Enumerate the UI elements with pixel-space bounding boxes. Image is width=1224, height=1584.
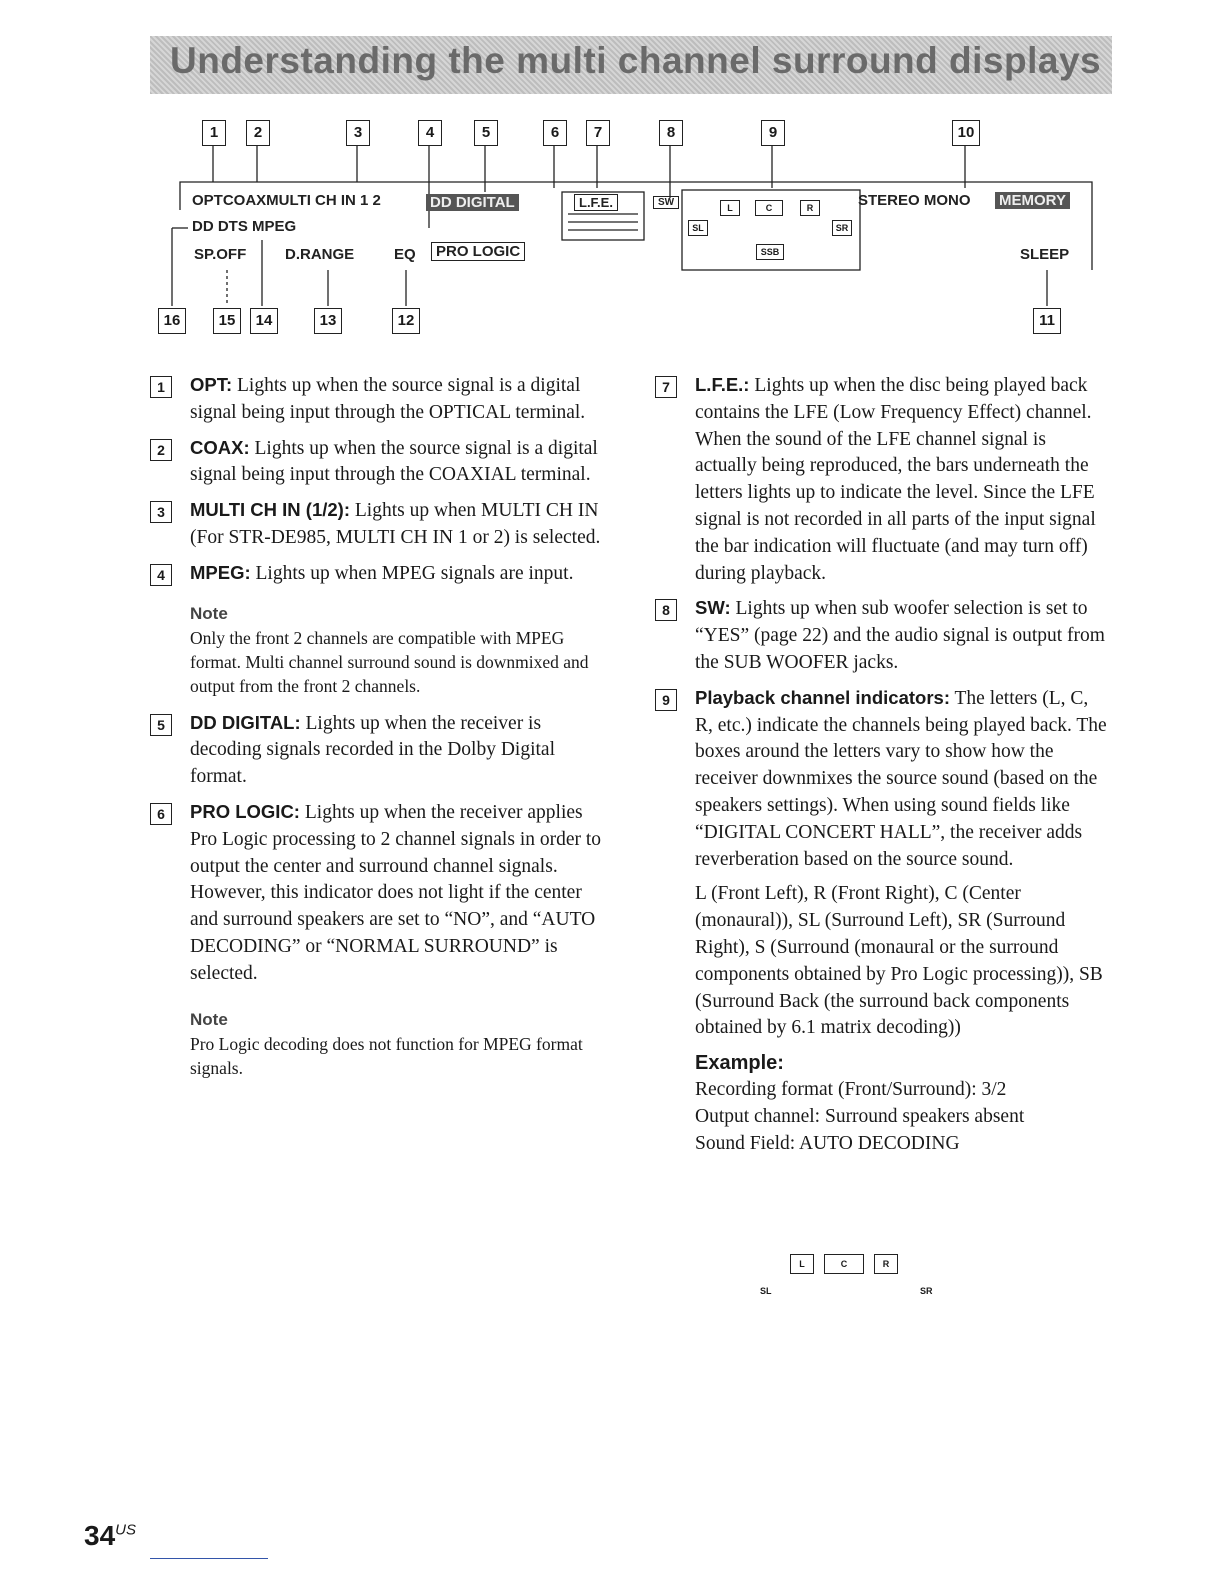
callout-11: 11 [1033, 308, 1061, 334]
display-sw: SW [653, 196, 679, 209]
example-speaker-sr: SR [920, 1286, 933, 1296]
item-text: Lights up when the receiver is decoding signals recorded in the Dolby Digital format. [190, 712, 555, 788]
example-line: Sound Field: AUTO DECODING [695, 1132, 960, 1154]
left-column [150, 372, 610, 1092]
item-text: Lights up when the disc being played back contains the LFE (Low Frequency Effect) channel. When the sound of the LFE channel signal is actually being reproduced, the bars underneath the letters lights up to indicate the level. Since the LFE signal is not recorded in all parts of the input signal the bar indication will fluctuate (and may turn off) during playback. [695, 375, 1096, 584]
item-5 [150, 710, 610, 791]
item-term: COAX: [190, 436, 250, 458]
item-number: 9 [655, 689, 677, 711]
example-speaker-sl: SL [760, 1286, 772, 1296]
right-column [655, 372, 1110, 1157]
callout-14: 14 [250, 308, 278, 334]
item-1 [150, 372, 610, 427]
example-speaker-r: R [874, 1254, 898, 1274]
item-text: Lights up when MULTI CH IN (For STR-DE985, MULTI CH IN 1 or 2) is selected. [190, 500, 601, 548]
item-number: 1 [150, 376, 172, 398]
footer-rule [150, 1558, 268, 1559]
display-eq: EQ [394, 246, 416, 263]
display-stereo-mono: STEREO MONO [858, 192, 971, 209]
display-diagram [150, 110, 1112, 350]
callout-8: 8 [659, 120, 683, 146]
note-mpeg [150, 602, 610, 698]
speaker-c-indicator: C [755, 200, 783, 216]
item-4 [150, 560, 610, 588]
callout-12: 12 [392, 308, 420, 334]
item-2 [150, 435, 610, 490]
callout-16: 16 [158, 308, 186, 334]
item-text: Lights up when the source signal is a digital signal being input through the COAXIAL terminal. [190, 437, 598, 486]
item-number: 8 [655, 599, 677, 621]
speaker-ssb-indicator: SSB [756, 244, 784, 260]
page-region: US [115, 1521, 136, 1539]
page-title: Understanding the multi channel surround displays [170, 40, 1102, 81]
item-number: 6 [150, 803, 172, 825]
example-figure [760, 1252, 950, 1302]
display-opt-coax-multi: OPTCOAXMULTI CH IN 1 2 [192, 192, 381, 209]
item-9 [655, 685, 1110, 874]
callout-1: 1 [202, 120, 226, 146]
callout-13: 13 [314, 308, 342, 334]
display-sp-off: SP.OFF [194, 246, 247, 263]
note-text: Pro Logic decoding does not function for MPEG format signals. [190, 1033, 583, 1078]
example-speaker-l: L [790, 1254, 814, 1274]
callout-9: 9 [761, 120, 785, 146]
note-title: Note [190, 603, 228, 623]
item-number: 4 [150, 564, 172, 586]
callout-5: 5 [474, 120, 498, 146]
display-dts-mpeg: DD DTS MPEG [192, 218, 297, 235]
speaker-sl-indicator: SL [688, 220, 708, 236]
channel-list: L (Front Left), R (Front Right), C (Center (monaural)), SL (Surround Left), SR (Surround Right), S (Surround (monaural or the surround components obtained by Pro Logic processing)), SB (Surround Back (the surround back components obtained by 6.1 matrix decoding)) [695, 883, 1103, 1039]
item-8 [655, 595, 1110, 676]
item-text: Lights up when MPEG signals are input. [250, 562, 574, 584]
item-number: 3 [150, 501, 172, 523]
display-memory: MEMORY [995, 192, 1070, 209]
item-6 [150, 799, 610, 988]
callout-2: 2 [246, 120, 270, 146]
example-line: Output channel: Surround speakers absent [695, 1105, 1025, 1127]
item-number: 2 [150, 439, 172, 461]
speaker-l-indicator: L [720, 200, 740, 216]
item-3 [150, 497, 610, 552]
display-dd-digital: DD DIGITAL [426, 194, 519, 211]
item-text: Lights up when the source signal is a digital signal being input through the OPTICAL terminal. [190, 375, 586, 423]
callout-6: 6 [543, 120, 567, 146]
title-banner [150, 36, 1112, 94]
item-term: SW: [695, 597, 731, 619]
callout-3: 3 [346, 120, 370, 146]
speaker-r-indicator: R [800, 200, 820, 216]
example-line: Recording format (Front/Surround): 3/2 [695, 1078, 1007, 1100]
item-term: MPEG: [190, 561, 251, 583]
note-text: Only the front 2 channels are compatible with MPEG format. Multi channel surround sound is downmixed and output from the front 2 channels. [190, 627, 589, 696]
note-title: Note [190, 1009, 228, 1029]
page-number-value: 34 [84, 1520, 116, 1551]
item-number: 5 [150, 714, 172, 736]
display-lfe: L.F.E. [574, 194, 618, 211]
speaker-sr-indicator: SR [832, 220, 852, 236]
example-speaker-c: C [824, 1254, 864, 1274]
display-pro-logic: PRO LOGIC [431, 242, 525, 261]
item-text: Lights up when the receiver applies Pro Logic processing to 2 channel signals in order to output the center and surround channel signals. However, this indicator does not light if the center and surround speakers are set to “NO”, and “AUTO DECODING” or “NORMAL SURROUND” is selected. [190, 801, 602, 984]
display-drange: D.RANGE [285, 246, 355, 263]
item-term: L.F.E.: [695, 374, 750, 395]
page-number [84, 1520, 136, 1552]
item-term: Playback channel indicators: [695, 686, 950, 708]
item-text: The letters (L, C, R, etc.) indicate the channels being played back. The boxes around the letters vary to show how the receiver downmixes the source sound (based on the speakers settings). When using sound fields like “DIGITAL CONCERT HALL”, the receiver adds reverberation based on the source sound. [695, 687, 1107, 870]
item-number: 7 [655, 376, 677, 398]
item-term: DD DIGITAL: [190, 711, 301, 733]
display-sleep: SLEEP [1020, 246, 1070, 263]
item-term: MULTI CH IN (1/2): [190, 499, 350, 521]
item-term: OPT: [190, 374, 233, 395]
callout-15: 15 [213, 308, 241, 334]
callout-10: 10 [952, 120, 980, 146]
item-term: PRO LOGIC: [190, 800, 300, 822]
example-title: Example: [695, 1052, 784, 1075]
callout-4: 4 [418, 120, 442, 146]
item-text: Lights up when sub woofer selection is set to “YES” (page 22) and the audio signal is output from the SUB WOOFER jacks. [695, 598, 1105, 673]
callout-7: 7 [586, 120, 610, 146]
note-pro-logic [150, 1008, 610, 1080]
item-7 [655, 372, 1110, 587]
